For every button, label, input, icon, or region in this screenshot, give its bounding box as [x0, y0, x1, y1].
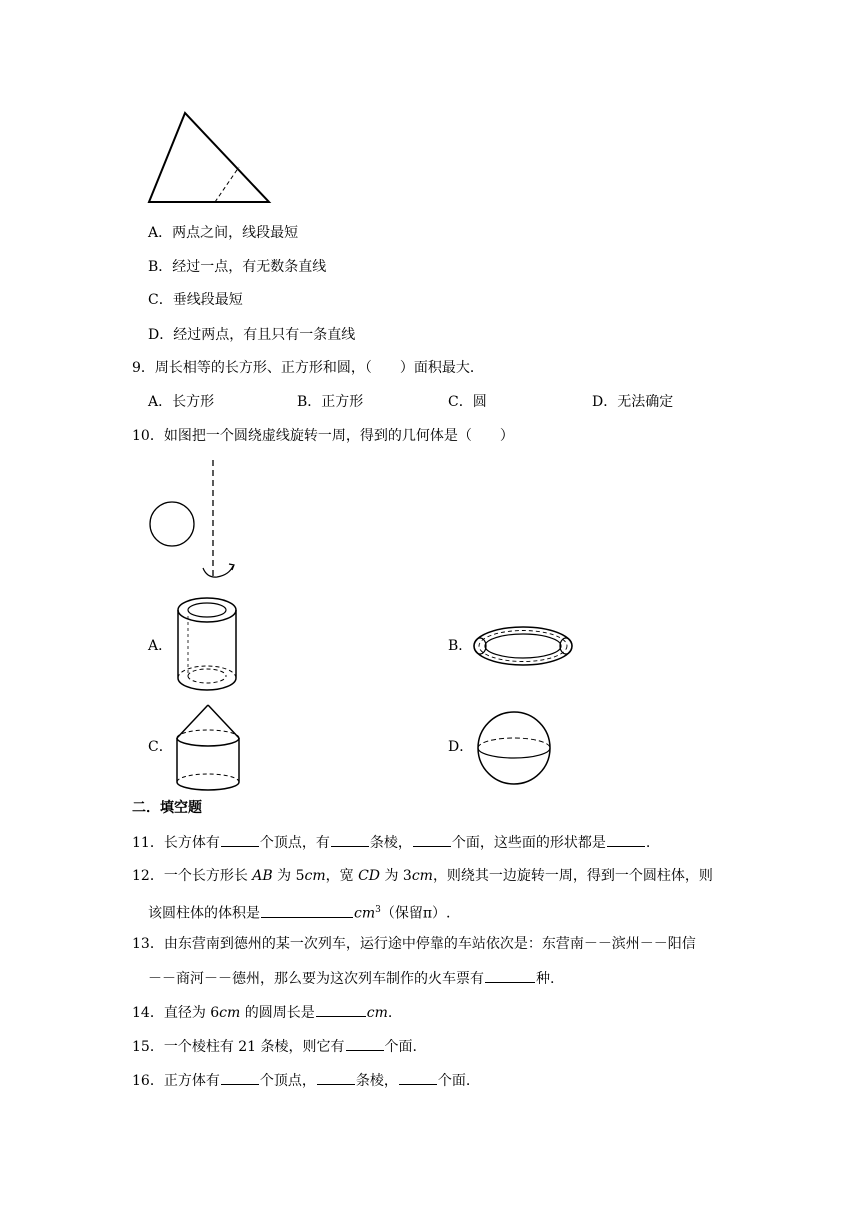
answer-blank[interactable] — [221, 832, 259, 847]
q12-text: （保留π）. — [380, 905, 451, 922]
q12-text: 12．一个长方形长 — [132, 868, 253, 884]
q11-text: 长方体有 — [163, 835, 220, 851]
q14-text: 14．直径为 6 — [132, 1005, 220, 1021]
q14-question — [132, 1002, 392, 1023]
q12-text: ，宽 — [325, 868, 359, 884]
q8-option-b: B．经过一点，有无数条直线 — [148, 259, 327, 275]
q10-option-c-label: C． — [148, 739, 173, 755]
q9-option-a: A．长方形 — [148, 394, 215, 410]
q16-text: 条棱， — [355, 1073, 398, 1089]
q11-text: 条棱， — [369, 835, 412, 851]
q9-option-b: B．正方形 — [297, 394, 364, 410]
q11-text: . — [645, 835, 651, 851]
q14-unit: cm — [219, 1005, 241, 1021]
q9-option-d: D．无法确定 — [592, 394, 674, 410]
q12-line1 — [132, 866, 713, 886]
answer-blank[interactable] — [316, 1002, 366, 1017]
answer-blank[interactable] — [607, 832, 645, 847]
q12-var-ab: AB — [252, 868, 273, 884]
q11-text: 个面，这些面的形状都是 — [451, 835, 606, 851]
q11-number: 11． — [132, 835, 164, 851]
q16-text: 16．正方体有 — [132, 1073, 220, 1089]
q12-line2 — [148, 900, 451, 924]
q9-option-c: C．圆 — [448, 394, 487, 410]
answer-blank[interactable] — [261, 903, 353, 918]
q12-var-cd: CD — [358, 868, 380, 884]
q12-text: 该圆柱体的体积是 — [148, 905, 260, 922]
q15-text: 15．一个棱柱有 21 条棱，则它有 — [132, 1039, 345, 1055]
q12-text: ，则绕其一边旋转一周，得到一个圆柱体，则 — [432, 868, 713, 884]
sphere-figure — [472, 706, 558, 792]
q13-line1: 13．由东营南到德州的某一次列车，运行途中停靠的车站依次是：东营南－－滨州－－阳信 — [132, 936, 696, 952]
q10-question: 10．如图把一个圆绕虚线旋转一周，得到的几何体是（ ） — [132, 428, 514, 444]
answer-blank[interactable] — [331, 832, 369, 847]
q16-question — [132, 1070, 470, 1091]
q9-question: 9．周长相等的长方形、正方形和圆，（ ）面积最大． — [132, 360, 484, 376]
q12-text: 为 3 — [380, 868, 412, 884]
q12-text: 为 5 — [272, 868, 305, 884]
circle-rotation-figure — [145, 458, 245, 583]
q10-option-b-label: B． — [448, 638, 473, 654]
q12-superscript: 3 — [375, 905, 381, 915]
q15-text: 个面. — [384, 1039, 417, 1055]
answer-blank[interactable] — [413, 832, 451, 847]
q16-text: 个面. — [437, 1073, 471, 1089]
answer-blank[interactable] — [221, 1070, 259, 1085]
q14-unit: cm — [366, 1005, 388, 1021]
q12-unit: cm — [354, 905, 376, 922]
q11-question — [132, 832, 650, 853]
q13-text: 种. — [536, 971, 555, 987]
cone-cylinder-figure — [172, 702, 252, 792]
triangle-figure — [145, 105, 275, 205]
q13-line2 — [148, 968, 554, 989]
q8-option-c: C．垂线段最短 — [148, 292, 243, 308]
q12-unit: cm — [304, 868, 326, 884]
q15-question — [132, 1036, 417, 1057]
q10-option-a-label: A． — [148, 638, 173, 654]
torus-figure — [470, 622, 580, 672]
q11-text: 个顶点，有 — [259, 835, 330, 851]
q12-unit: cm — [411, 868, 433, 884]
q10-option-d-label: D． — [448, 739, 474, 755]
q16-text: 个顶点， — [259, 1073, 316, 1089]
section-title: 二．填空题 — [132, 800, 202, 816]
hollow-cylinder-figure — [170, 596, 250, 696]
answer-blank[interactable] — [399, 1070, 437, 1085]
q14-text: . — [387, 1005, 393, 1021]
q14-text: 的圆周长是 — [240, 1005, 315, 1021]
q8-option-d: D．经过两点，有且只有一条直线 — [148, 327, 356, 343]
answer-blank[interactable] — [317, 1070, 355, 1085]
answer-blank[interactable] — [346, 1036, 384, 1051]
q8-option-a: A．两点之间，线段最短 — [148, 225, 299, 241]
answer-blank[interactable] — [485, 968, 535, 983]
q13-text: －－商河－－德州，那么要为这次列车制作的火车票有 — [148, 971, 484, 987]
